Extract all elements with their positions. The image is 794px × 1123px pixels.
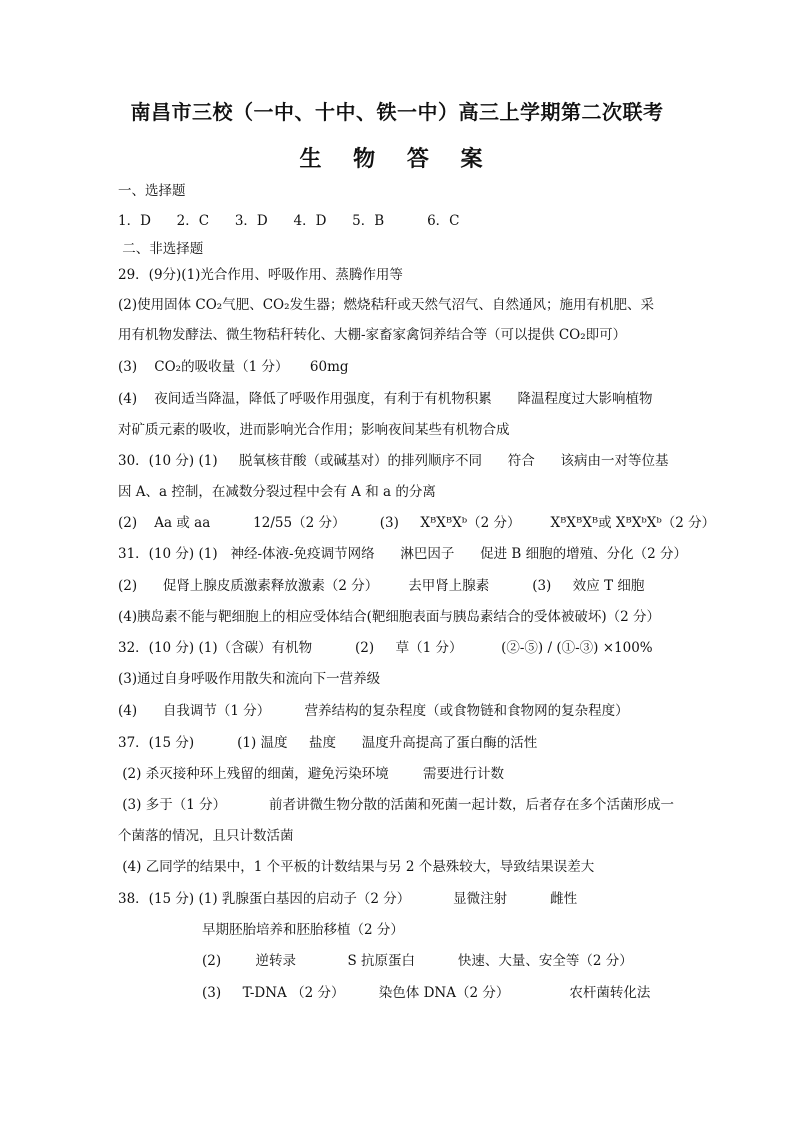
- answer-38-line-3: (2) 逆转录 S 抗原蛋白 快速、大量、安全等（2 分）: [202, 953, 633, 969]
- answer-30-line-2: 因 A、a 控制，在减数分裂过程中会有 A 和 a 的分离: [118, 484, 436, 500]
- choice-answers: 1．D 2．C 3．D 4．D 5．B 6．C: [118, 213, 460, 229]
- section-heading-nonchoice: 二、非选择题: [118, 241, 204, 257]
- answer-37-line-5: (4) 乙同学的结果中，1 个平板的计数结果与另 2 个悬殊较大，导致结果误差大: [118, 859, 595, 875]
- answer-30-line-1: 30．(10 分) (1) 脱氧核苷酸（或碱基对）的排列顺序不同 符合 该病由一对等位基: [118, 453, 669, 469]
- answer-29-line-2: (2)使用固体 CO₂气肥、CO₂发生器；燃烧秸秆或天然气沼气、自然通风；施用有机肥、采: [118, 297, 655, 313]
- answer-29-line-3: 用有机物发酵法、微生物秸秆转化、大棚-家畜家禽饲养结合等（可以提供 CO₂即可）: [118, 327, 627, 343]
- answer-38-line-4: (3) T-DNA （2 分） 染色体 DNA（2 分） 农杆菌转化法: [202, 985, 651, 1001]
- answer-29-line-6: 对矿质元素的吸收，进而影响光合作用；影响夜间某些有机物合成: [118, 422, 510, 438]
- answer-32-line-2: (3)通过自身呼吸作用散失和流向下一营养级: [118, 671, 381, 687]
- answer-37-line-1: 37．(15 分) (1) 温度 盐度 温度升高提高了蛋白酶的活性: [118, 735, 538, 751]
- document-subtitle: 生 物 答 案: [299, 147, 495, 172]
- answer-30-line-3: (2) Aa 或 aa 12/55（2 分） (3) XᴮXᴮXᵇ（2 分） XᴮXᴮXᴮ或 XᴮXᵇXᵇ（2 分）: [118, 515, 716, 531]
- answer-31-line-1: 31．(10 分) (1) 神经-体液-免疫调节网络 淋巴因子 促进 B 细胞的增殖、分化（2 分）: [118, 546, 687, 562]
- answer-32-line-1: 32．(10 分) (1)（含碳）有机物 (2) 草（1 分） (②-⑤) / (①-③) ×100%: [118, 640, 653, 656]
- document-title: 南昌市三校（一中、十中、铁一中）高三上学期第二次联考: [130, 100, 664, 124]
- section-heading-choice: 一、选择题: [118, 183, 186, 199]
- answer-37-line-2: (2) 杀灭接种环上残留的细菌，避免污染环境 需要进行计数: [118, 766, 505, 782]
- answer-29-line-1: 29．(9分)(1)光合作用、呼吸作用、蒸腾作用等: [118, 267, 403, 283]
- answer-38-line-2: 早期胚胎培养和胚胎移植（2 分）: [202, 922, 404, 938]
- answer-37-line-3: (3) 多于（1 分） 前者讲微生物分散的活菌和死菌一起计数，后者存在多个活菌形成一: [118, 797, 674, 813]
- answer-31-line-2: (2) 促肾上腺皮质激素释放激素（2 分） 去甲肾上腺素 (3) 效应 T 细胞: [118, 578, 645, 594]
- answer-29-line-4: (3) CO₂的吸收量（1 分） 60mg: [118, 359, 349, 375]
- answer-38-line-1: 38．(15 分) (1) 乳腺蛋白基因的启动子（2 分） 显微注射 雌性: [118, 891, 578, 907]
- answer-29-line-5: (4) 夜间适当降温，降低了呼吸作用强度，有利于有机物积累 降温程度过大影响植物: [118, 391, 653, 407]
- answer-37-line-4: 个菌落的情况，且只计数活菌: [118, 828, 294, 844]
- answer-31-line-3: (4)胰岛素不能与靶细胞上的相应受体结合(靶细胞表面与胰岛素结合的受体被破坏)（2 分）: [118, 609, 661, 625]
- answer-32-line-3: (4) 自我调节（1 分） 营养结构的复杂程度（或食物链和食物网的复杂程度）: [118, 703, 629, 719]
